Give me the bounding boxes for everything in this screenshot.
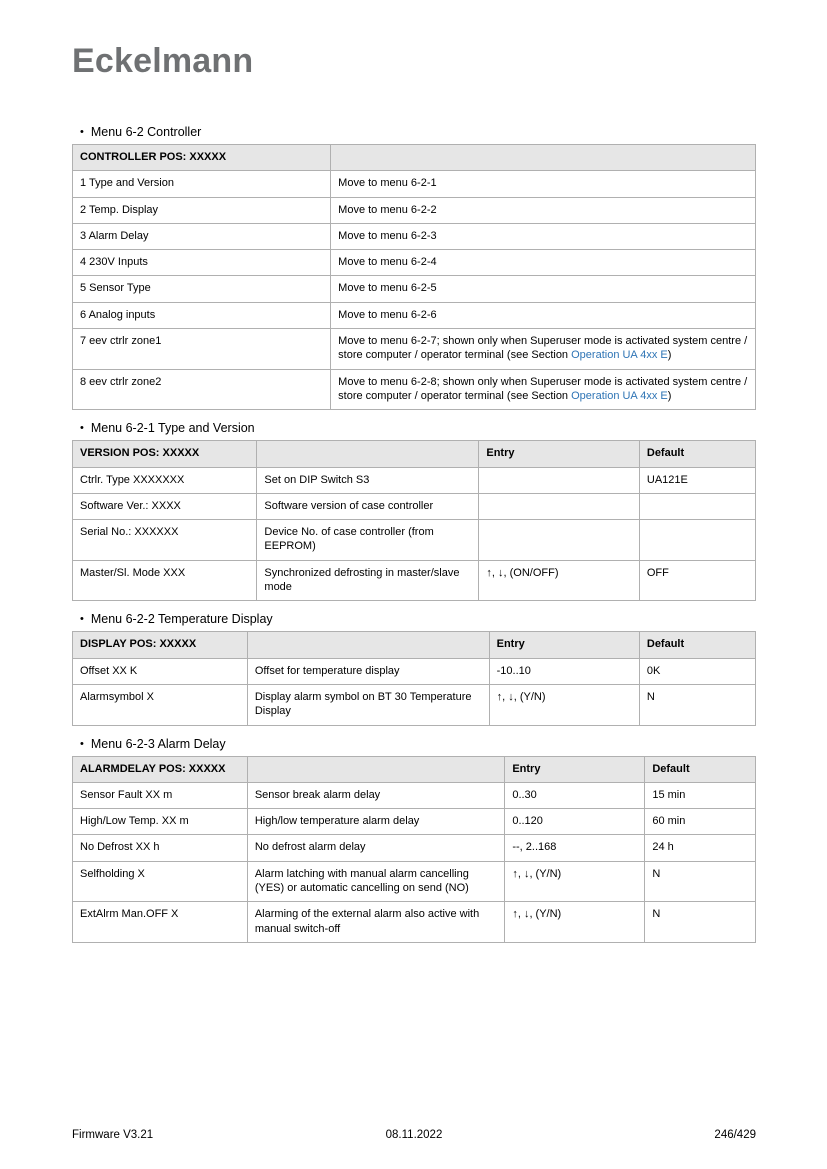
table-cell: Offset XX K — [73, 658, 248, 684]
table-row — [73, 276, 756, 302]
bullet-icon: • — [80, 613, 84, 626]
table-cell: Device No. of case controller (from EEPROM) — [257, 520, 479, 561]
table-cell — [479, 493, 640, 519]
bullet-icon: • — [80, 737, 84, 750]
table-cell: 8 eev ctrlr zone2 — [73, 369, 331, 410]
table-row — [73, 171, 756, 197]
table-header-cell — [247, 632, 489, 658]
table-header-cell: CONTROLLER POS: XXXXX — [73, 145, 331, 171]
table-cell: Set on DIP Switch S3 — [257, 467, 479, 493]
table-header-row — [73, 145, 756, 171]
table-cell — [479, 467, 640, 493]
footer-firmware-version: Firmware V3.21 — [72, 1129, 154, 1141]
table-cell: --, 2..168 — [505, 835, 645, 861]
table-header-row — [73, 756, 756, 782]
table-row — [73, 329, 756, 370]
table-cell: Move to menu 6-2-7; shown only when Superuser mode is activated system centre / store computer / operator terminal (see Section Operation UA 4xx E) — [331, 329, 756, 370]
table-cell: ↑, ↓, (ON/OFF) — [479, 560, 640, 601]
company-logo: Eckelmann — [72, 42, 254, 80]
table-header-cell: DISPLAY POS: XXXXX — [73, 632, 248, 658]
table-cell: 4 230V Inputs — [73, 250, 331, 276]
section-title-text: Menu 6-2 Controller — [90, 125, 202, 139]
table-cell — [639, 493, 755, 519]
table-cell: Alarming of the external alarm also active with manual switch-off — [247, 902, 504, 943]
table-header-cell: VERSION POS: XXXXX — [73, 441, 257, 467]
table-cell: Master/Sl. Mode XXX — [73, 560, 257, 601]
table-cell: Serial No.: XXXXXX — [73, 520, 257, 561]
table-cell: 0..30 — [505, 782, 645, 808]
sections-container — [72, 125, 756, 943]
table-cell: No Defrost XX h — [73, 835, 248, 861]
table-cell: N — [639, 684, 755, 725]
table-row — [73, 302, 756, 328]
table-cell: High/low temperature alarm delay — [247, 809, 504, 835]
footer-date: 08.11.2022 — [385, 1129, 443, 1141]
table-header-cell — [257, 441, 479, 467]
table-header-cell: Default — [639, 441, 755, 467]
table-cell: Software version of case controller — [257, 493, 479, 519]
table-header-cell: Default — [639, 632, 755, 658]
table-header-cell — [331, 145, 756, 171]
table-row — [73, 223, 756, 249]
spec-table — [72, 756, 756, 943]
table-cell: 0K — [639, 658, 755, 684]
table-cell: 5 Sensor Type — [73, 276, 331, 302]
bullet-icon: • — [80, 126, 84, 138]
table-cell: Alarm latching with manual alarm cancelling (YES) or automatic cancelling on send (NO) — [247, 861, 504, 902]
table-cell: ExtAlrm Man.OFF X — [73, 902, 248, 943]
table-cell: Ctrlr. Type XXXXXXX — [73, 467, 257, 493]
table-cell: ↑, ↓, (Y/N) — [505, 861, 645, 902]
table-cell: No defrost alarm delay — [247, 835, 504, 861]
section-title-text: Menu 6-2-1 Type and Version — [90, 421, 255, 436]
table-header-cell: ALARMDELAY POS: XXXXX — [73, 756, 248, 782]
table-cell: Software Ver.: XXXX — [73, 493, 257, 519]
table-row — [73, 809, 756, 835]
table-cell: 3 Alarm Delay — [73, 223, 331, 249]
section-reference-link[interactable]: Operation UA 4xx E — [571, 349, 668, 362]
table-cell: ↑, ↓, (Y/N) — [505, 902, 645, 943]
table-header-cell — [247, 756, 504, 782]
table-cell: N — [645, 861, 756, 902]
table-header-row — [73, 632, 756, 658]
table-row — [73, 369, 756, 410]
table-cell: 24 h — [645, 835, 756, 861]
table-cell: Selfholding X — [73, 861, 248, 902]
table-row — [73, 658, 756, 684]
table-cell: Alarmsymbol X — [73, 684, 248, 725]
table-row — [73, 520, 756, 561]
footer-page-number: 246/429 — [714, 1129, 756, 1141]
spec-table — [72, 631, 756, 725]
table-cell: 60 min — [645, 809, 756, 835]
table-cell: Move to menu 6-2-8; shown only when Superuser mode is activated system centre / store computer / operator terminal (see Section Operation UA 4xx E) — [331, 369, 756, 410]
section — [72, 421, 756, 601]
section — [72, 737, 756, 943]
page-content — [72, 0, 756, 943]
table-row — [73, 782, 756, 808]
table-cell: 15 min — [645, 782, 756, 808]
table-cell: 1 Type and Version — [73, 171, 331, 197]
table-cell: UA121E — [639, 467, 755, 493]
table-header-cell: Default — [645, 756, 756, 782]
table-cell: Display alarm symbol on BT 30 Temperature Display — [247, 684, 489, 725]
table-cell: Synchronized defrosting in master/slave mode — [257, 560, 479, 601]
table-row — [73, 560, 756, 601]
table-cell: 7 eev ctrlr zone1 — [73, 329, 331, 370]
table-cell: N — [645, 902, 756, 943]
table-cell: Offset for temperature display — [247, 658, 489, 684]
table-cell: 0..120 — [505, 809, 645, 835]
table-cell: Move to menu 6-2-4 — [331, 250, 756, 276]
table-header-cell: Entry — [479, 441, 640, 467]
table-cell: Move to menu 6-2-6 — [331, 302, 756, 328]
table-cell: 6 Analog inputs — [73, 302, 331, 328]
table-cell: Sensor Fault XX m — [73, 782, 248, 808]
table-row — [73, 493, 756, 519]
table-row — [73, 684, 756, 725]
section-title-text: Menu 6-2-3 Alarm Delay — [90, 736, 226, 751]
table-header-cell: Entry — [505, 756, 645, 782]
table-cell: Move to menu 6-2-2 — [331, 197, 756, 223]
table-cell: Move to menu 6-2-1 — [331, 171, 756, 197]
spec-table — [72, 144, 756, 410]
bullet-icon: • — [80, 422, 84, 435]
section-title — [80, 421, 756, 435]
section-title — [80, 612, 756, 626]
spec-table — [72, 440, 756, 601]
table-cell: OFF — [639, 560, 755, 601]
section-title-text: Menu 6-2-2 Temperature Display — [90, 612, 273, 627]
table-row — [73, 902, 756, 943]
table-row — [73, 861, 756, 902]
table-header-cell: Entry — [489, 632, 639, 658]
table-row — [73, 835, 756, 861]
section-title — [80, 737, 756, 751]
section — [72, 612, 756, 725]
table-cell — [479, 520, 640, 561]
section-reference-link[interactable]: Operation UA 4xx E — [571, 389, 668, 402]
table-header-row — [73, 441, 756, 467]
table-row — [73, 197, 756, 223]
table-cell: Move to menu 6-2-5 — [331, 276, 756, 302]
table-cell: ↑, ↓, (Y/N) — [489, 684, 639, 725]
section-title — [80, 125, 756, 139]
page-footer — [72, 1129, 756, 1141]
table-row — [73, 467, 756, 493]
table-row — [73, 250, 756, 276]
table-cell: Sensor break alarm delay — [247, 782, 504, 808]
table-cell: -10..10 — [489, 658, 639, 684]
section — [72, 125, 756, 410]
table-cell: High/Low Temp. XX m — [73, 809, 248, 835]
table-cell — [639, 520, 755, 561]
table-cell: Move to menu 6-2-3 — [331, 223, 756, 249]
table-cell: 2 Temp. Display — [73, 197, 331, 223]
